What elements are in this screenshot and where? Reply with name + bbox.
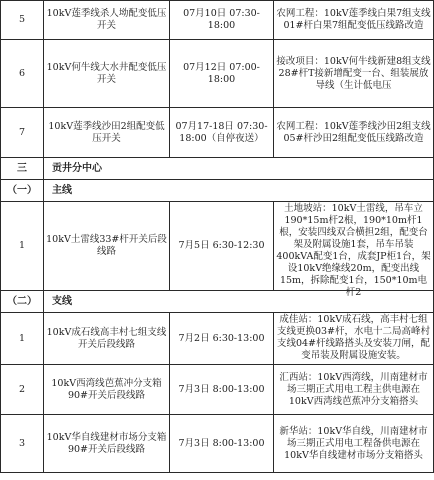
table-row [1, 1, 434, 40]
section-header-row [1, 291, 434, 313]
row-number: 3 [1, 415, 44, 473]
project-cell: 10kV莲季线沙田2组配变低压开关 [44, 108, 170, 158]
work-content-cell: 汇西站：10kV西湾线，川南建材市场三期正式用电工程主供电源在10kV西湾线芭蕉冲分支箱搭头 [274, 365, 434, 415]
work-content-cell: 接改项目：10kV何牛线新建8组支线28#杆T接新增配变一台、组装展放导线（生计低电压 [274, 40, 434, 108]
project-cell: 10kV莲季线杀人坳配变低压开关 [44, 1, 170, 40]
table-row [1, 40, 434, 108]
section-number: 三 [1, 158, 44, 180]
row-number: 5 [1, 1, 44, 40]
table-row [1, 365, 434, 415]
table-row [1, 202, 434, 291]
section-number: （二） [1, 291, 44, 313]
section-title: 贡井分中心 [44, 158, 434, 180]
row-number: 7 [1, 108, 44, 158]
work-content-cell [274, 313, 434, 365]
time-cell: 7月3日 8:00-13:00 [170, 365, 274, 415]
time-cell: 7月3日 8:00-13:00 [170, 415, 274, 473]
work-content-text: 土地坡站：10kV土雷线，吊车立190*15m杆2根，190*10m杆1根，安装四线双合横担2组，配变台架及附属设施1套，吊车吊装400kVA配变1台，成套JP柜1台，架设10kV绝缘线20m，配变出线15m，拆除配变1台，150*10m电杆2 [276, 203, 431, 298]
table-row [1, 108, 434, 158]
project-cell: 10kV成石线高丰村七组支线开关后段线路 [44, 313, 170, 365]
time-cell: 07月12日 07:00-18:00 [170, 40, 274, 108]
project-cell: 10kV土雷线33#杆开关后段线路 [44, 202, 170, 291]
work-content-cell: 农网工程：10kV莲季线沙田2组支线05#杆沙田2组配变低压线路改造 [274, 108, 434, 158]
time-cell: 07月10日 07:30-18:00 [170, 1, 274, 40]
time-cell: 7月5日 6:30-12:30 [170, 202, 274, 291]
work-content-text: 成佳站：10kV成石线，高丰村七组支线更换03#杆，水电十二局高峰村支线04#杆线路搭头及安装刀闸，配变吊装及附属设施安装。 [276, 314, 431, 361]
section-header-row [1, 158, 434, 180]
row-number: 1 [1, 313, 44, 365]
work-content-cell [274, 202, 434, 298]
work-content-cell: 新华站：10kV华自线，川南建材市场三期正式用电工程备供电源在10kV华自线建材市场分支箱搭头 [274, 415, 434, 473]
project-cell: 10kV何牛线大水井配变低压开关 [44, 40, 170, 108]
project-cell: 10kV西湾线芭蕉冲分支箱90#开关后段线路 [44, 365, 170, 415]
table-row [1, 415, 434, 473]
section-header-row [1, 180, 434, 202]
row-number: 6 [1, 40, 44, 108]
section-title: 支线 [44, 291, 434, 313]
section-title: 主线 [44, 180, 434, 202]
row-number: 2 [1, 365, 44, 415]
time-cell: 07月17-18日 07:30-18:00（自停夜送） [170, 108, 274, 158]
table-row [1, 313, 434, 365]
section-number: （一） [1, 180, 44, 202]
row-number: 1 [1, 202, 44, 291]
time-cell: 7月2日 6:30-13:00 [170, 313, 274, 365]
work-content-cell: 农网工程：10kV莲季线白果7组支线01#杆白果7组配变低压线路改造 [274, 1, 434, 40]
project-cell: 10kV华自线建材市场分支箱90#开关后段线路 [44, 415, 170, 473]
